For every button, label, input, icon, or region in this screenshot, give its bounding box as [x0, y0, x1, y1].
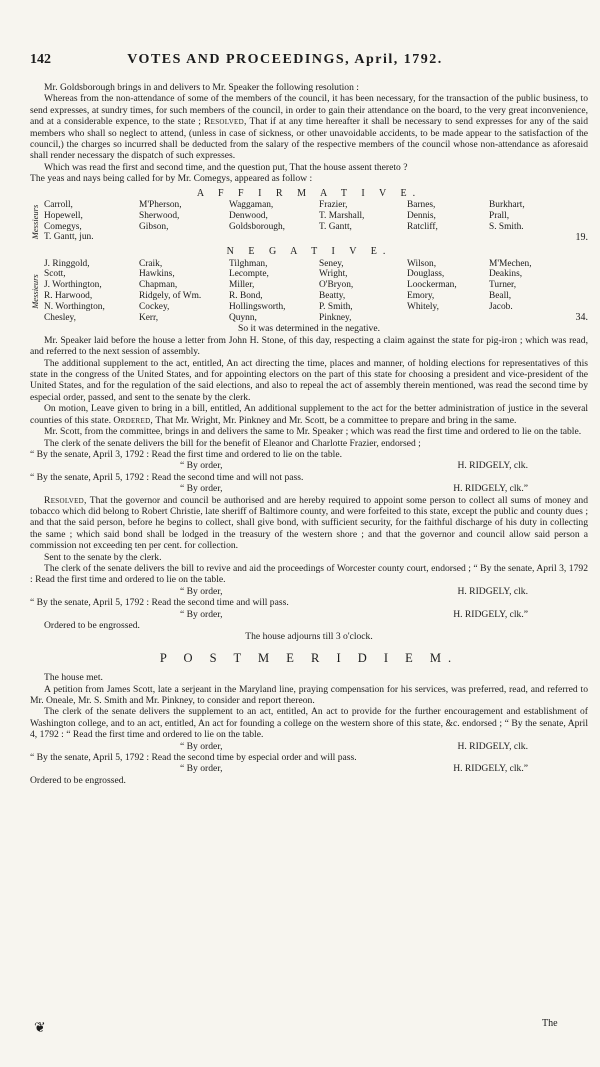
paragraph: The additional supplement to the act, entitled, An act directing the time, places and manner, of holding elections for representatives of this state in the congress of the United States, and for appointing electors on the part of this state for choosing a president and vice-president of the United States, and for the regulation of the said elections, and also to repeal the act of assembly therein mentioned, was read the second time by especial order, passed, and sent to the senate by the clerk. — [30, 357, 588, 403]
paragraph-text: That if at any time hereafter it shall be necessary to send expresses for any of the said members who shall so neglect to attend, (unless in case of sickness, or other unavoidable accidents, to be made appear to the satisfaction of the council,) the charges so incurred shall be deducted from the salary of the respective members of the council whose non-attendance as aforesaid shall render necessary the dispatch of such expresses. — [30, 116, 589, 162]
paragraph: Mr. Speaker laid before the house a letter from John H. Stone, of this day, respecting a claim against the state for pig-iron ; which was read, and referred to the next session of assembly. — [30, 334, 588, 358]
paragraph: The clerk of the senate delivers the bill to revive and aid the proceedings of Worcester county court, endorsed ; “ By the senate, April 3, 1792 : Read the first time and ordered to lie on the table. — [30, 562, 588, 586]
member-name: Chesley, — [44, 312, 76, 323]
member-name: Cockey, — [139, 301, 170, 312]
member-name: Wright, — [319, 269, 348, 280]
clerk-signature: H. RIDGELY, clk. — [457, 460, 528, 472]
affirmative-column — [139, 200, 229, 243]
paragraph — [30, 93, 588, 161]
affirmative-column — [319, 200, 407, 243]
paragraph: The yeas and nays being called for by Mr. Comegys, appeared as follow : — [30, 173, 313, 185]
negative-columns — [44, 259, 568, 324]
paragraph: The house met. — [44, 672, 103, 684]
document-body — [30, 82, 588, 786]
member-name: Goldsborough, — [229, 221, 285, 232]
member-name: Ridgely, of Wm. — [139, 291, 202, 302]
member-name: Hollingsworth, — [229, 301, 286, 312]
vote-result: So it was determined in the negative. — [237, 323, 380, 335]
paragraph: Ordered to be engrossed. — [44, 620, 140, 631]
member-name: Barnes, — [407, 200, 436, 211]
signature-line — [30, 741, 588, 752]
member-name: Sherwood, — [139, 210, 180, 221]
member-name: S. Smith. — [489, 221, 524, 232]
paragraph-text: On motion, Leave given to bring in a bill, entitled, An additional supplement to the act for the better administration of justice in the several counties of this state. — [30, 403, 588, 426]
member-name: Turner, — [489, 280, 517, 291]
post-meridiem-heading: P O S T M E R I D I E M. — [159, 650, 459, 665]
member-name: Wilson, — [407, 258, 437, 269]
paragraph: The clerk of the senate delivers the bill for the benefit of Eleanor and Charlotte Frazier, endorsed ; — [44, 437, 421, 449]
paragraph-text: Whereas from the non-attendance of some of the members of the council, it has been necessary, for the transaction of the public business, to send expresses, at sundry times, for such members of the council, in order to gain their attendance on the board, to the very great inconvenience, and at a considerable expence, to the state ; — [30, 93, 588, 128]
affirmative-column — [407, 200, 489, 243]
member-name: Scott, — [44, 269, 66, 280]
member-name: Gibson, — [139, 221, 169, 232]
paragraph: Which was read the first and second time, and the question put, That the house assent thereto ? — [44, 161, 408, 173]
endorsement-line: “ By the senate, April 3, 1792 : Read the first time and ordered to lie on the table. — [30, 448, 342, 460]
member-name: Kerr, — [139, 312, 159, 323]
clerk-signature: H. RIDGELY, clk. — [457, 740, 528, 752]
signature-line — [30, 763, 588, 774]
negative-column — [139, 259, 229, 324]
negative-column — [489, 259, 559, 324]
member-name: Lecompte, — [229, 269, 269, 280]
member-name: Carroll, — [44, 200, 73, 211]
clerk-signature: H. RIDGELY, clk.” — [453, 763, 528, 775]
member-name: Emory, — [407, 291, 435, 302]
affirmative-list — [30, 200, 588, 243]
member-name: Beall, — [489, 291, 512, 302]
member-name: J. Ringgold, — [44, 258, 90, 269]
endorsement-line: “ By the senate, April 5, 1792 : Read the second time and will pass. — [30, 597, 289, 609]
clerk-signature: H. RIDGELY, clk.” — [453, 608, 528, 620]
negative-list — [30, 259, 588, 324]
paragraph: The clerk of the senate delivers the supplement to an act, entitled, An act to provide for the further encouragement and establishment of Washington college, and to an act, entitled, An act for founding a college on the western shore of this state, &c. endorsed ; “ By the senate, April 4, 1792 : “ Read the first time and ordered to lie on the table. — [30, 706, 588, 741]
by-order: “ By order, — [180, 608, 223, 620]
member-name: Jacob. — [489, 301, 513, 312]
member-name: Seney, — [319, 258, 344, 269]
member-name: Waggaman, — [229, 200, 274, 211]
ordered-label: Ordered, — [113, 414, 154, 426]
paragraph — [30, 495, 588, 552]
member-name: O'Bryon, — [319, 280, 354, 291]
paragraph: Sent to the senate by the clerk. — [44, 551, 162, 563]
resolved-label: Resolved, — [44, 494, 87, 506]
affirmative-total: 19. — [575, 231, 588, 243]
member-name: Ratcliff, — [407, 221, 438, 232]
affirmative-column — [229, 200, 319, 243]
running-title: VOTES AND PROCEEDINGS, April, 1792. — [127, 52, 443, 67]
paragraph: A petition from James Scott, late a serjeant in the Maryland line, praying compensation for his services, was preferred, read, and referred to Mr. Oneale, Mr. S. Smith and Mr. Pinkney, to consider and report thereon. — [30, 683, 588, 707]
member-name: Denwood, — [229, 210, 268, 221]
member-name: Comegys, — [44, 221, 82, 232]
negative-heading: N E G A T I V E. — [226, 246, 392, 258]
member-name: M'Mechen, — [489, 258, 532, 269]
messieurs-label: Messieurs — [30, 273, 40, 309]
resolved-label: Resolved, — [203, 116, 247, 128]
clerk-signature: H. RIDGELY, clk.” — [453, 483, 528, 495]
member-name: N. Worthington, — [44, 301, 105, 312]
paragraph: Mr. Goldsborough brings in and delivers to Mr. Speaker the following resolution : — [44, 82, 359, 93]
paragraph — [30, 403, 588, 426]
member-name: Craik, — [139, 258, 163, 269]
signature-line — [30, 460, 588, 471]
member-name: Tilghman, — [229, 258, 268, 269]
paragraph: Ordered to be engrossed. — [30, 774, 126, 786]
member-name: Hawkins, — [139, 269, 175, 280]
signature-line — [30, 609, 588, 620]
by-order: “ By order, — [180, 740, 223, 752]
member-name: Beatty, — [319, 291, 346, 302]
member-name: P. Smith, — [319, 301, 353, 312]
member-name: Prall, — [489, 210, 510, 221]
page-number: 142 — [30, 52, 51, 67]
member-name: J. Worthington, — [44, 280, 102, 291]
member-name: R. Bond, — [229, 291, 263, 302]
negative-column — [319, 259, 407, 324]
by-order: “ By order, — [180, 585, 223, 597]
endorsement-line: “ By the senate, April 5, 1792 : Read the second time by especial order and will pass. — [30, 752, 357, 764]
member-name: Quynn, — [229, 312, 257, 323]
affirmative-column — [44, 200, 139, 243]
member-name: Burkhart, — [489, 200, 525, 211]
member-name: Loockerman, — [407, 280, 457, 291]
member-name: M'Pherson, — [139, 200, 182, 211]
messieurs-label: Messieurs — [30, 204, 40, 239]
member-name: T. Gantt, jun. — [44, 232, 94, 243]
member-name: Pinkney, — [319, 312, 352, 323]
printer-ornament-icon: ❦ — [34, 1021, 46, 1036]
member-name: Frazier, — [319, 200, 348, 211]
member-name: Dennis, — [407, 210, 436, 221]
paragraph: Mr. Scott, from the committee, brings in and delivers the same to Mr. Speaker ; which was read the first time and ordered to lie on the table. — [44, 426, 582, 438]
signature-line — [30, 586, 588, 597]
negative-column — [407, 259, 489, 324]
member-name: Miller, — [229, 280, 255, 291]
paragraph-text: That the governor and council be authorised and are hereby required to appoint some person to collect all sums of money and tobacco which did belong to Robert Christie, late sheriff of Baltimore county, and were forfeited to this state, except the public and county dues ; and that the said person, before he begins to collect, shall give bond, with sufficient security, for the faithful discharge of his duty in collecting the same ; which said bond shall be lodged in the treasury of the western shore ; and that the governor and council allow said person a commission not exceeding ten per cent. for collection. — [30, 494, 588, 552]
member-name: Chapman, — [139, 280, 178, 291]
page-header — [30, 52, 500, 68]
catchword: The — [542, 1018, 558, 1029]
member-name: T. Gantt, — [319, 221, 352, 232]
negative-column — [229, 259, 319, 324]
member-name: R. Harwood, — [44, 291, 93, 302]
member-name: Whitely, — [407, 301, 439, 312]
clerk-signature: H. RIDGELY, clk. — [457, 585, 528, 597]
member-name: Douglass, — [407, 269, 445, 280]
signature-line — [30, 483, 588, 494]
member-name: Deakins, — [489, 269, 523, 280]
negative-total: 34. — [575, 312, 588, 324]
by-order: “ By order, — [180, 763, 223, 775]
affirmative-column — [489, 200, 559, 243]
affirmative-heading: A F F I R M A T I V E. — [196, 187, 422, 199]
member-name: Hopewell, — [44, 210, 83, 221]
endorsement-line: “ By the senate, April 5, 1792 : Read the second time and will not pass. — [30, 471, 304, 483]
paragraph-text: That Mr. Wright, Mr. Pinkney and Mr. Scott, be a committee to prepare and bring in the same. — [155, 414, 517, 426]
by-order: “ By order, — [180, 483, 223, 495]
member-name: T. Marshall, — [319, 210, 365, 221]
affirmative-columns — [44, 200, 568, 243]
negative-column — [44, 259, 139, 324]
by-order: “ By order, — [180, 460, 223, 472]
adjournment: The house adjourns till 3 o'clock. — [245, 631, 373, 643]
